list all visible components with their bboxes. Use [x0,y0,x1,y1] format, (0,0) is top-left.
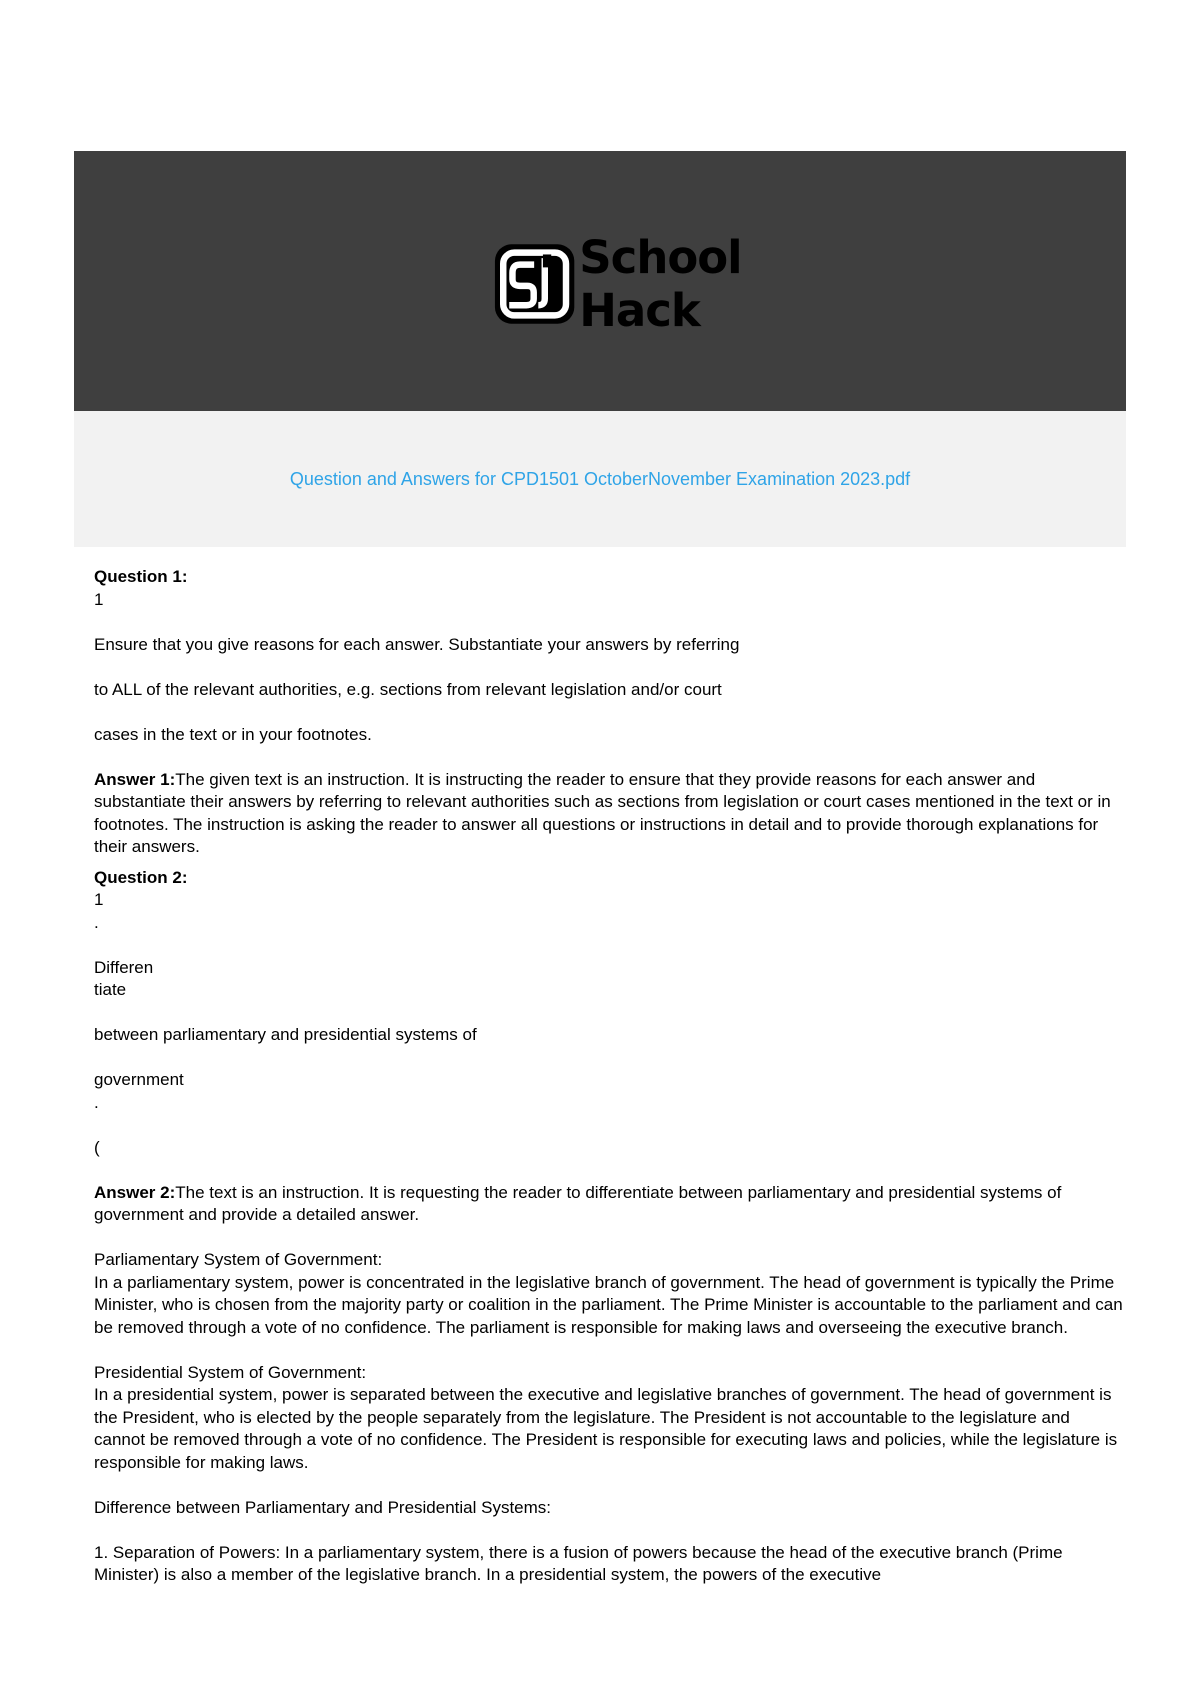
answer-2-text: The text is an instruction. It is requesting the reader to differentiate between parliamentary and presidential systems of government and provide a detailed answer. [94,1182,1062,1224]
question-1-number: 1 [94,589,104,609]
question-2-line-2: government [94,1070,184,1089]
answer-1-text: The given text is an instruction. It is instructing the reader to ensure that they provide reasons for each answer and substantiate their answers by referring to relevant authorities such as sections from legislation or court cases mentioned in the text or in footnotes. The instruction is asking the reader to answer all questions or instructions in detail and to provide thorough explanations for their answers. [94,769,1111,856]
question-1-heading: Question 1: [94,567,188,586]
question-2-dot-2: . [94,1092,99,1112]
question-2-heading: Question 2: [94,867,188,887]
title-band [74,411,1126,547]
question-2-number: 1 [94,890,104,909]
header-banner [74,151,1126,411]
answer-2 [94,1182,1124,1227]
school-hack-logo-icon [494,240,575,328]
question-2-dot-1: . [94,912,99,932]
difference-heading: Difference between Parliamentary and Presidential Systems: [94,1497,552,1517]
difference-point-1: 1. Separation of Powers: In a parliamentary system, there is a fusion of powers because the head of the executive branch (Prime Minister) is also a member of the legislative branch. In a presidential system, the powers of the executive [94,1542,1063,1584]
question-2-fragment-1: Differen [94,957,154,977]
logo[interactable] [494,231,854,337]
question-1-line-2: to ALL of the relevant authorities, e.g. sections from relevant legislation and/or court [94,679,722,699]
answer-1-label: Answer 1: [94,769,176,789]
question-2-line-1: between parliamentary and presidential systems of [94,1025,477,1044]
question-2-fragment-2: tiate [94,980,127,999]
question-1-line-3: cases in the text or in your footnotes. [94,724,372,744]
document-body [94,566,1124,1587]
question-1-line-1: Ensure that you give reasons for each answer. Substantiate your answers by referring [94,634,740,654]
answer-1 [94,769,1124,859]
document-title-link[interactable]: Question and Answers for CPD1501 OctoberNovember Examination 2023.pdf [289,469,911,489]
parliamentary-text: In a parliamentary system, power is concentrated in the legislative branch of government. The head of government is typically the Prime Minister, who is chosen from the majority party or coalition in the parliament. The Prime Minister is accountable to the parliament and can be removed through a vote of no confidence. The parliament is responsible for making laws and overseeing the executive branch. [94,1272,1123,1337]
question-2-paren: ( [94,1137,100,1157]
answer-2-label: Answer 2: [94,1182,176,1202]
presidential-text: In a presidential system, power is separated between the executive and legislative branches of government. The head of government is the President, who is elected by the people separately from the legislature. The President is not accountable to the legislature and cannot be removed through a vote of no confidence. The President is responsible for executing laws and policies, while the legislature is responsible for making laws. [94,1385,1118,1472]
logo-text: School Hack [579,231,742,337]
parliamentary-heading: Parliamentary System of Government: [94,1250,383,1269]
presidential-heading: Presidential System of Government: [94,1362,367,1382]
